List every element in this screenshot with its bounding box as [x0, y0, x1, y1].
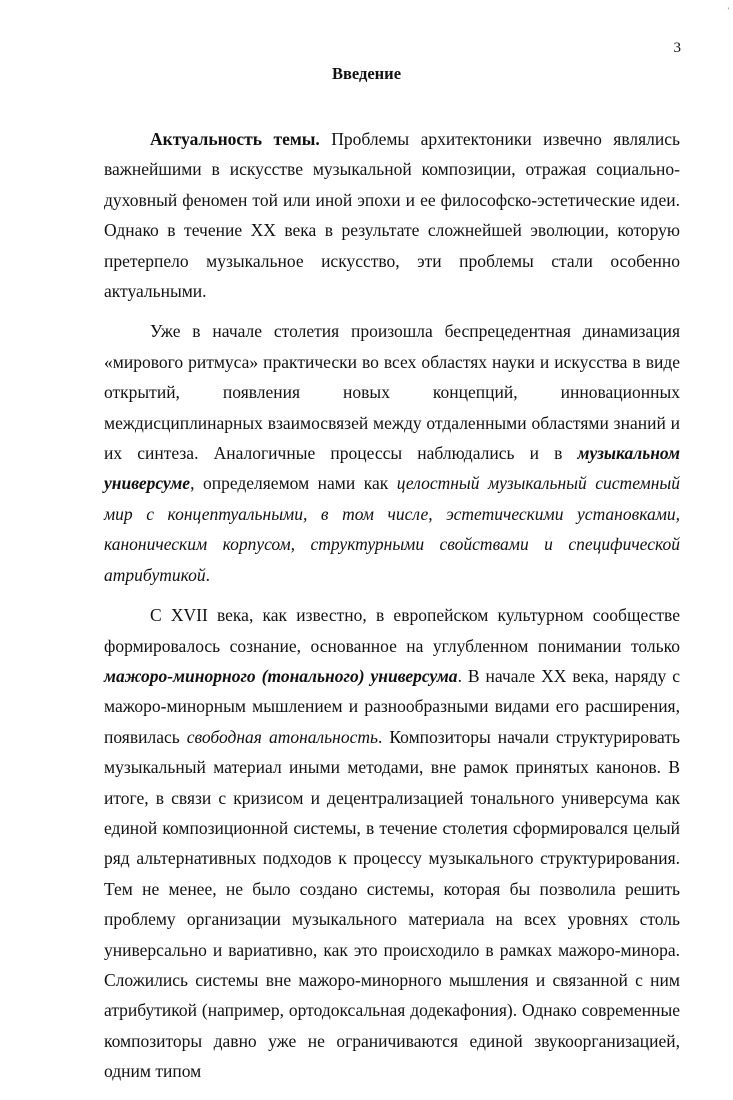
- text-run: . Композиторы начали структурировать музыкальный материал иными методами, вне рамок принятых канонов. В итоге, в связи с кризисом и децентрализацией тонального универсума как единой композиционной системы, в течение столетия сформировался целый ряд альтернативных подходов к процессу музыкального структурирования. Тем не менее, не было создано системы, которая бы позволила решить проблему организации музыкального материала на всех уровнях столь универсально и вариативно, как это происходило в рамках мажоро-минора. Сложились системы вне мажоро-минорного мышления и связанной с ним атрибутикой (например, ортодоксальная додекафония). Однако современные композиторы давно уже не ограничиваются единой звукоорганизацией, одним типом: [104, 726, 680, 1082]
- text-run: С XVII века, как известно, в европейском культурном сообществе формировалось сознание, основанное на углубленном понимании только: [104, 605, 680, 656]
- page-number: 3: [673, 40, 681, 56]
- section-heading: Введение: [331, 64, 402, 83]
- term-musical-universe: музыкальном универсуме: [104, 443, 680, 494]
- text-run: . В начале XX века, наряду с мажоро-минорным мышлением и разнообразными видами его расширения, появилась: [104, 665, 681, 747]
- paragraph-relevance: [104, 124, 680, 306]
- definition-italic: целостный музыкальный системный мир с концептуальными, в том числе, эстетическими установками, каноническим корпусом, структурными свойствами и специфической атрибутикой: [104, 473, 680, 585]
- scan-edge-mark: ': [727, 6, 729, 15]
- text-run: Проблемы архитектоники извечно являлись важнейшими в искусстве музыкальной композиции, отражая социально-духовный феномен той или иной эпохи и ее философско-эстетические идеи. Однако в течение XX века в результате сложнейшей эволюции, которую претерпело музыкальное искусство, эти проблемы стали особенно актуальными.: [104, 129, 681, 302]
- text-run: Уже в начале столетия произошла беспрецедентная динамизация «мирового ритмуса» практически во всех областях науки и искусства в виде открытий, появления новых концепций, инновационных междисциплинарных взаимосвязей между отдаленными областями знаний и их синтеза. Аналогичные процессы наблюдались и в: [104, 321, 680, 464]
- term-free-atonality: свободная атональность: [186, 726, 378, 747]
- paragraph-century-start: [104, 316, 680, 590]
- text-run: .: [205, 564, 211, 585]
- document-body: [104, 124, 680, 1097]
- term-major-minor-universe: мажоро-минорного (тонального) универсума: [104, 665, 458, 686]
- text-run: , определяемом нами как: [190, 473, 397, 494]
- relevance-lead: Актуальность темы.: [150, 129, 320, 149]
- paragraph-xvii-century: [104, 600, 680, 1087]
